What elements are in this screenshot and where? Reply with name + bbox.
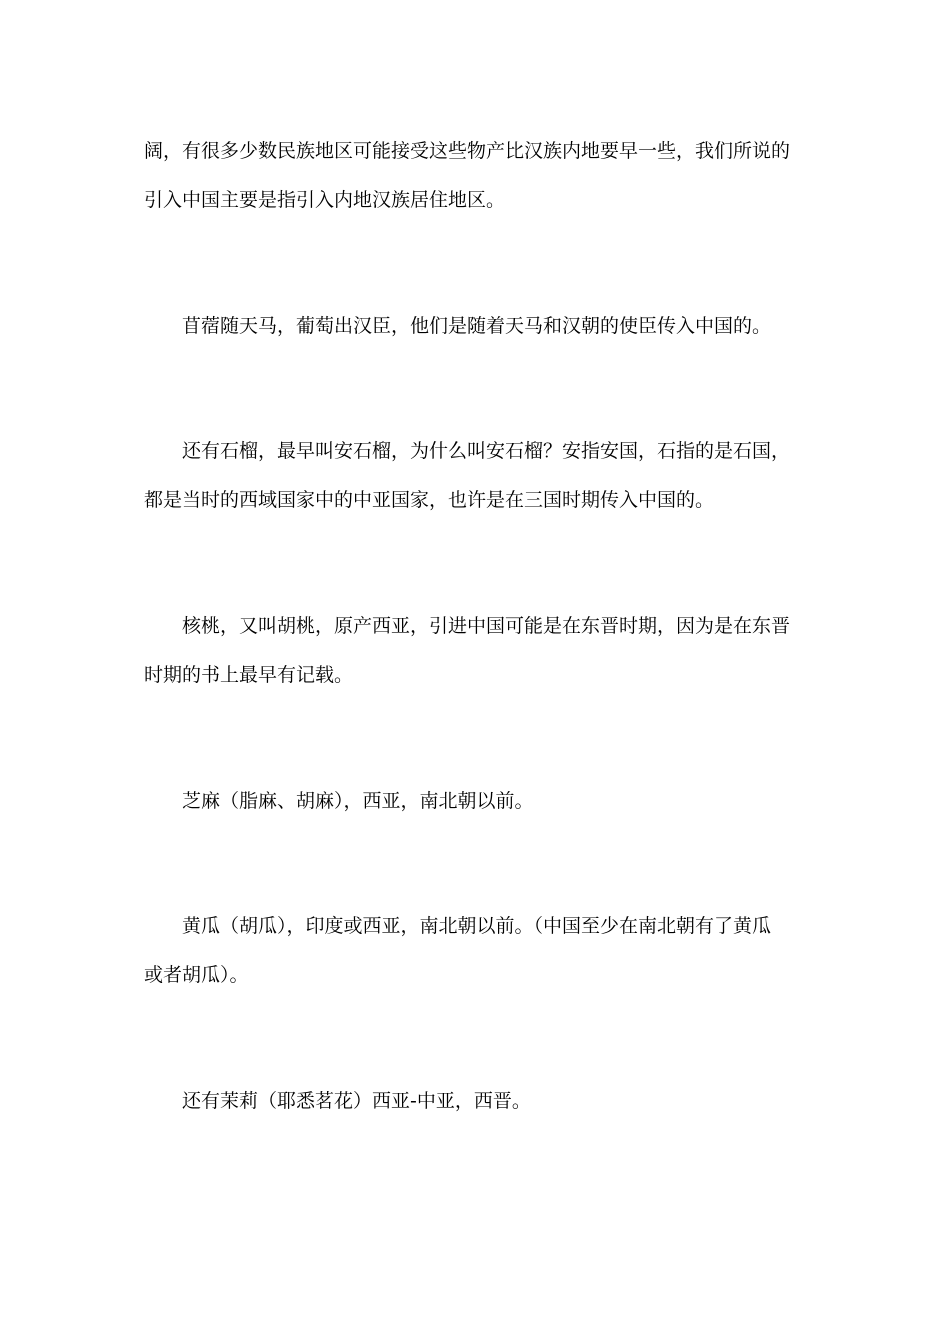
text-line: 阔，有很多少数民族地区可能接受这些物产比汉族内地要早一些，我们所说的 — [144, 140, 791, 162]
text-line: 时期的书上最早有记载。 — [144, 664, 354, 686]
text-line: 还有石榴，最早叫安石榴，为什么叫安石榴？安指安国，石指的是石国， — [182, 440, 791, 462]
text-line: 引入中国主要是指引入内地汉族居住地区。 — [144, 189, 506, 211]
text-line: 或者胡瓜）。 — [144, 964, 249, 986]
text-line: 黄瓜（胡瓜），印度或西亚，南北朝以前。（中国至少在南北朝有了黄瓜 — [182, 915, 772, 937]
text-line: 都是当时的西域国家中的中亚国家，也许是在三国时期传入中国的。 — [144, 489, 715, 511]
text-line: 核桃，又叫胡桃，原产西亚，引进中国可能是在东晋时期，因为是在东晋 — [182, 615, 791, 637]
text-line: 苜蓿随天马，葡萄出汉臣，他们是随着天马和汉朝的使臣传入中国的。 — [182, 315, 772, 337]
document-page — [144, 0, 804, 1344]
text-line: 还有茉莉（耶悉茗花）西亚-中亚，西晋。 — [182, 1090, 531, 1112]
text-line: 芝麻（脂麻、胡麻），西亚，南北朝以前。 — [182, 790, 534, 812]
